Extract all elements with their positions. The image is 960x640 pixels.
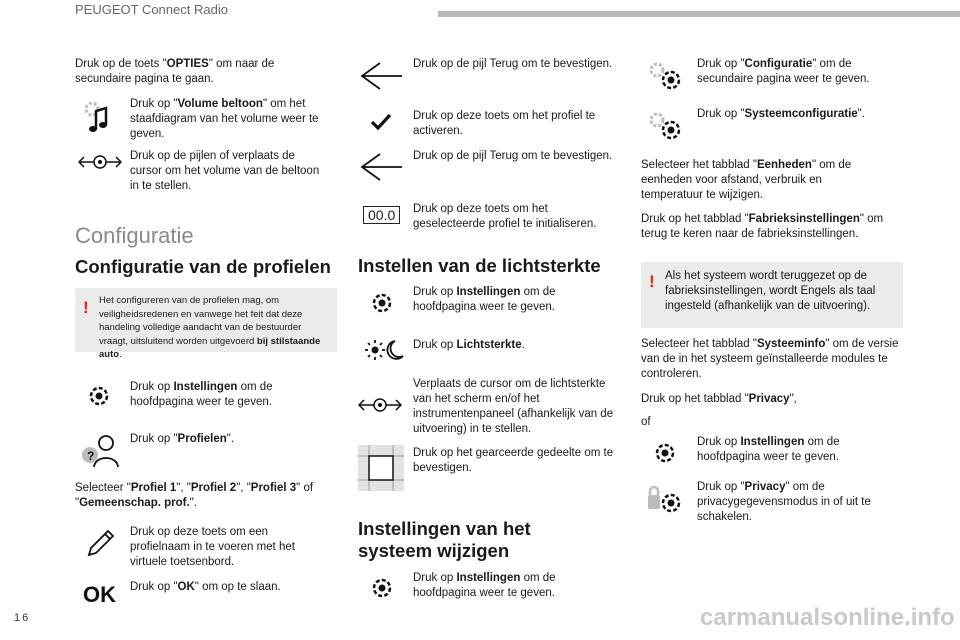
factory-instruction: Druk op het tabblad "Fabrieksinstellingen" om terug te keren naar de fabrieksinstellingen. <box>641 213 884 240</box>
settings-gear-icon-3 <box>369 575 395 601</box>
page-title: Configuratie <box>75 223 194 248</box>
factory-warning-note <box>641 262 903 328</box>
warning-text: Het configureren van de profielen mag, om veiligheidsredenen en vanwege het feit dat deze handeling volledige aandacht van de bestuurder vraagt, uitsluitend worden uitgevoerd bij stilstaande auto. <box>99 295 321 360</box>
brightness-settings-instruction: Druk op Instellingen om de hoofdpagina weer te geven. <box>413 286 556 313</box>
factory-warning-text: Als het systeem wordt teruggezet op de fabrieksinstellingen, wordt Engels als taal ingesteld (afhankelijk van de uitvoering). <box>665 270 876 312</box>
configuration-icon <box>645 58 685 94</box>
svg-text:?: ? <box>87 449 95 463</box>
running-header: PEUGEOT Connect Radio <box>75 2 228 17</box>
watermark: carmanualsonline.info <box>700 604 955 631</box>
privacy-tab-instruction: Druk op het tabblad "Privacy", <box>641 393 797 405</box>
configuration-instruction: Druk op "Configuratie" om de secundaire pagina weer te geven. <box>697 58 870 85</box>
hatched-area-icon <box>358 445 404 491</box>
gear-music-icon <box>80 99 110 135</box>
activate-instruction: Druk op deze toets om het profiel te activeren. <box>413 110 596 137</box>
system-settings-instruction: Druk op Instellingen om de hoofdpagina weer te geven. <box>413 572 556 599</box>
settings-instruction: Druk op Instellingen om de hoofdpagina weer te geven. <box>130 381 273 408</box>
settings-gear-icon-2 <box>369 290 395 316</box>
units-instruction: Selecteer het tabblad "Eenheden" om de eenheden voor afstand, verbruik en temperatuur te wijzigen. <box>641 159 852 201</box>
section-title-profiles: Configuratie van de profielen <box>75 256 331 277</box>
back-instruction-1: Druk op de pijl Terug om te bevestigen. <box>413 58 613 70</box>
hatched-instruction: Druk op het gearceerde gedeelte om te bevestigen. <box>413 447 614 474</box>
section-title-brightness: Instellen van de lichtsterkte <box>358 255 601 276</box>
header-rule <box>438 11 960 17</box>
pencil-icon <box>86 528 116 558</box>
select-profile-instruction: Selecteer "Profiel 1", "Profiel 2", "Profiel 3" of "Gemeenschap. prof.". <box>75 482 314 509</box>
brightness-instruction: Druk op Lichtsterkte. <box>413 339 525 351</box>
privacy-mode-instruction: Druk op "Privacy" om de privacygegevensmodus in of uit te schakelen. <box>697 481 871 523</box>
system-config-instruction: Druk op "Systeemconfiguratie". <box>697 108 865 120</box>
systeminfo-instruction: Selecteer het tabblad "Systeeminfo" om de versie van de in het systeem geïnstalleerde modules te controleren. <box>641 338 899 380</box>
page-number: 16 <box>14 612 31 624</box>
warning-icon-2: ! <box>649 272 655 291</box>
ok-icon: OK <box>83 582 116 607</box>
slider-cursor-icon-2 <box>358 395 402 415</box>
settings-gear-icon-4 <box>652 440 678 466</box>
brightness-icon <box>365 338 405 362</box>
or-text: of <box>641 416 651 428</box>
pencil-instruction: Druk op deze toets om een profielnaam in te voeren met het virtuele toetsenbord. <box>130 526 295 568</box>
privacy-settings-instruction: Druk op Instellingen om de hoofdpagina weer te geven. <box>697 436 840 463</box>
volume-instruction: Druk op "Volume beltoon" om het staafdiagram van het volume weer te geven. <box>130 98 319 140</box>
arrows-instruction: Druk op de pijlen of verplaats de cursor om het volume van de beltoon in te stellen. <box>130 150 320 192</box>
back-arrow-icon-2 <box>360 152 404 182</box>
reset-counter-icon: 00.0 <box>363 206 400 224</box>
profiles-instruction: Druk op "Profielen". <box>130 433 235 445</box>
privacy-lock-icon <box>645 483 685 519</box>
options-instruction: Druk op de toets "OPTIES" om naar de secundaire pagina te gaan. <box>75 58 275 85</box>
ok-instruction: Druk op "OK" om op te slaan. <box>130 581 281 593</box>
reset-instruction: Druk op deze toets om het geselecteerde profiel te initialiseren. <box>413 203 597 230</box>
profile-icon <box>80 433 120 469</box>
warning-icon: ! <box>83 298 89 317</box>
slider-cursor-icon <box>78 152 122 172</box>
section-title-system: Instellingen van het systeem wijzigen <box>358 518 531 561</box>
back-instruction-2: Druk op de pijl Terug om te bevestigen. <box>413 150 613 162</box>
back-arrow-icon <box>360 61 404 91</box>
settings-gear-icon <box>86 383 112 409</box>
cursor-instruction: Verplaats de cursor om de lichtsterkte van het scherm en/of het instrumentenpaneel (afhankelijk van de uitvoering) in te stellen. <box>413 378 614 435</box>
checkmark-icon <box>370 113 392 131</box>
system-config-icon <box>645 108 685 144</box>
warning-note <box>75 288 337 360</box>
